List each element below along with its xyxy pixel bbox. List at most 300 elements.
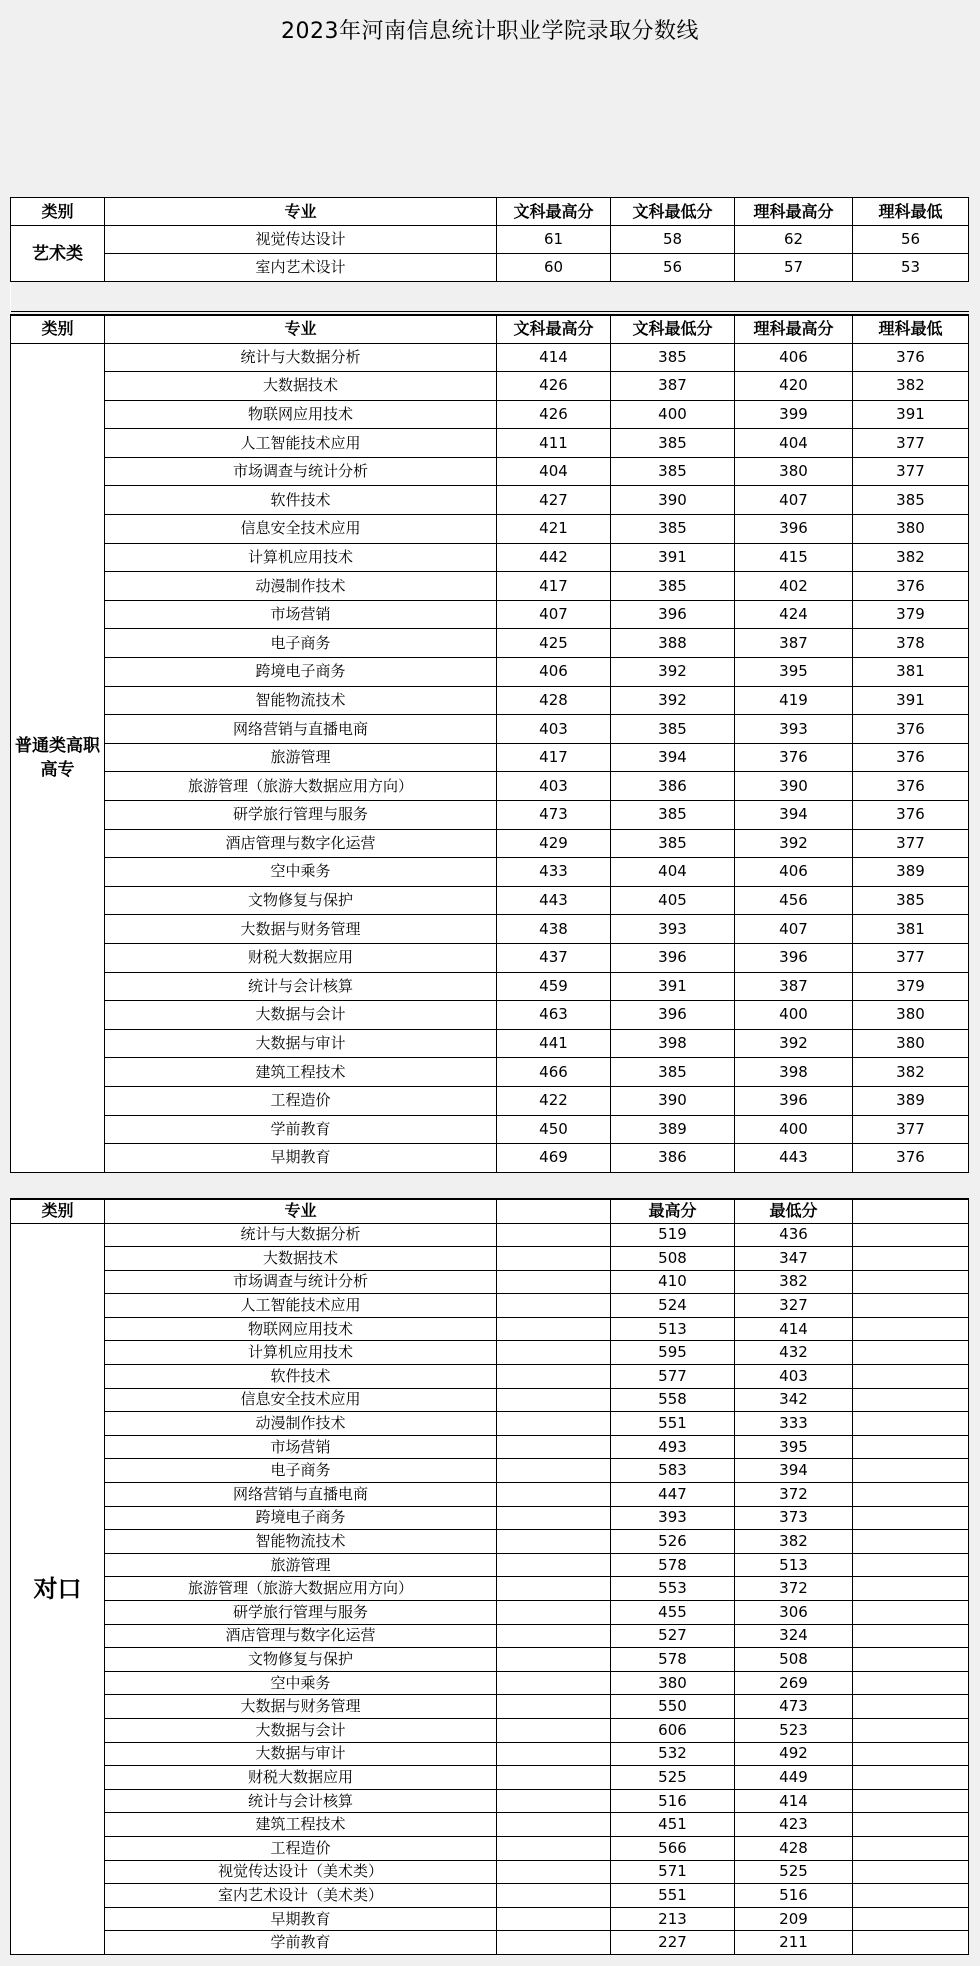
empty-cell [497, 1270, 611, 1294]
wen-max-cell: 60 [497, 254, 611, 282]
li-min-cell: 380 [853, 515, 969, 544]
table-row [11, 515, 969, 544]
min-cell: 492 [735, 1742, 853, 1766]
major-cell: 旅游管理 [105, 1553, 497, 1577]
table-row [11, 1884, 969, 1908]
li-min-cell: 380 [853, 1029, 969, 1058]
max-cell: 410 [611, 1270, 735, 1294]
major-cell: 市场营销 [105, 1435, 497, 1459]
table-row [11, 1860, 969, 1884]
wen-min-cell: 405 [611, 886, 735, 915]
table-row [11, 1766, 969, 1790]
li-min-cell: 376 [853, 715, 969, 744]
wen-min-cell: 398 [611, 1029, 735, 1058]
li-max-cell: 396 [735, 943, 853, 972]
table-row [11, 1624, 969, 1648]
table-row [11, 801, 969, 830]
li-min-cell: 391 [853, 686, 969, 715]
page-title: 2023年河南信息统计职业学院录取分数线 [281, 19, 699, 44]
wen-min-cell: 385 [611, 343, 735, 372]
empty-cell [853, 1483, 969, 1507]
min-cell: 209 [735, 1907, 853, 1931]
wen-min-cell: 394 [611, 743, 735, 772]
max-cell: 524 [611, 1294, 735, 1318]
major-cell: 室内艺术设计 [105, 254, 497, 282]
wen-max-cell: 422 [497, 1086, 611, 1115]
li-max-cell: 57 [735, 254, 853, 282]
table-row [11, 1931, 969, 1955]
empty-cell [853, 1624, 969, 1648]
major-cell: 大数据与财务管理 [105, 915, 497, 944]
li-min-cell: 385 [853, 886, 969, 915]
min-cell: 382 [735, 1270, 853, 1294]
table-row [11, 886, 969, 915]
empty-cell [853, 1294, 969, 1318]
empty-cell [853, 1530, 969, 1554]
wen-min-cell: 385 [611, 457, 735, 486]
wen-max-cell: 428 [497, 686, 611, 715]
wen-min-cell: 390 [611, 486, 735, 515]
li-max-cell: 380 [735, 457, 853, 486]
wen-min-cell: 385 [611, 829, 735, 858]
wen-min-cell: 56 [611, 254, 735, 282]
art-table [10, 197, 969, 312]
li-max-cell: 456 [735, 886, 853, 915]
major-cell: 跨境电子商务 [105, 658, 497, 687]
min-cell: 414 [735, 1789, 853, 1813]
min-cell: 347 [735, 1247, 853, 1271]
major-cell: 统计与会计核算 [105, 972, 497, 1001]
general-table [10, 314, 969, 1173]
wen-min-cell: 386 [611, 1144, 735, 1173]
wen-min-cell: 386 [611, 772, 735, 801]
min-cell: 428 [735, 1836, 853, 1860]
major-cell: 信息安全技术应用 [105, 1388, 497, 1412]
table-row [11, 772, 969, 801]
empty-cell [853, 1766, 969, 1790]
wen-max-cell: 403 [497, 772, 611, 801]
li-max-cell: 406 [735, 858, 853, 887]
major-cell: 空中乘务 [105, 1671, 497, 1695]
major-cell: 早期教育 [105, 1907, 497, 1931]
li-max-cell: 420 [735, 372, 853, 401]
wen-min-cell: 58 [611, 226, 735, 254]
empty-cell [497, 1483, 611, 1507]
wen-min-cell: 391 [611, 543, 735, 572]
li-max-cell: 395 [735, 658, 853, 687]
wen-max-cell: 438 [497, 915, 611, 944]
major-cell: 学前教育 [105, 1115, 497, 1144]
min-cell: 414 [735, 1317, 853, 1341]
li-min-cell: 377 [853, 429, 969, 458]
table-row [11, 572, 969, 601]
wen-min-cell: 388 [611, 629, 735, 658]
li-max-cell: 398 [735, 1058, 853, 1087]
wen-max-cell: 469 [497, 1144, 611, 1173]
table-row [11, 1317, 969, 1341]
li-min-cell: 389 [853, 858, 969, 887]
empty-cell [853, 1317, 969, 1341]
max-cell: 583 [611, 1459, 735, 1483]
li-min-cell: 377 [853, 943, 969, 972]
table-row [11, 1247, 969, 1271]
wen-max-cell: 437 [497, 943, 611, 972]
table-row [11, 1435, 969, 1459]
max-cell: 493 [611, 1435, 735, 1459]
major-cell: 市场调查与统计分析 [105, 457, 497, 486]
li-max-cell: 400 [735, 1001, 853, 1030]
table-row [11, 1412, 969, 1436]
empty-cell [853, 1671, 969, 1695]
major-cell: 信息安全技术应用 [105, 515, 497, 544]
header-li-min: 理科最低 [853, 315, 969, 343]
wen-min-cell: 387 [611, 372, 735, 401]
empty-cell [497, 1530, 611, 1554]
max-cell: 578 [611, 1553, 735, 1577]
wen-min-cell: 385 [611, 801, 735, 830]
table-row [11, 1742, 969, 1766]
table-row [11, 1459, 969, 1483]
wen-min-cell: 385 [611, 515, 735, 544]
empty-cell [853, 1884, 969, 1908]
max-cell: 508 [611, 1247, 735, 1271]
empty-cell [853, 1247, 969, 1271]
li-max-cell: 407 [735, 486, 853, 515]
li-min-cell: 381 [853, 658, 969, 687]
empty-cell [497, 1860, 611, 1884]
wen-min-cell: 391 [611, 972, 735, 1001]
wen-min-cell: 392 [611, 658, 735, 687]
table-row [11, 343, 969, 372]
max-cell: 551 [611, 1884, 735, 1908]
li-min-cell: 389 [853, 1086, 969, 1115]
category-cell: 对口 [11, 1223, 105, 1954]
header-category: 类别 [11, 1199, 105, 1223]
wen-max-cell: 414 [497, 343, 611, 372]
wen-max-cell: 459 [497, 972, 611, 1001]
wen-min-cell: 389 [611, 1115, 735, 1144]
li-max-cell: 390 [735, 772, 853, 801]
table-row [11, 1601, 969, 1625]
li-min-cell: 376 [853, 801, 969, 830]
empty-cell [497, 1435, 611, 1459]
max-cell: 451 [611, 1813, 735, 1837]
empty-cell [497, 1907, 611, 1931]
wen-min-cell: 396 [611, 1001, 735, 1030]
table-row [11, 1577, 969, 1601]
table-row [11, 1294, 969, 1318]
li-max-cell: 376 [735, 743, 853, 772]
major-cell: 大数据与会计 [105, 1718, 497, 1742]
empty-cell [853, 1718, 969, 1742]
empty-cell [497, 1884, 611, 1908]
max-cell: 532 [611, 1742, 735, 1766]
min-cell: 333 [735, 1412, 853, 1436]
major-cell: 物联网应用技术 [105, 400, 497, 429]
major-cell: 旅游管理（旅游大数据应用方向） [105, 1577, 497, 1601]
table-row [11, 1223, 969, 1247]
li-min-cell: 382 [853, 543, 969, 572]
table-row [11, 858, 969, 887]
empty-cell [497, 1577, 611, 1601]
major-cell: 财税大数据应用 [105, 1766, 497, 1790]
major-cell: 智能物流技术 [105, 1530, 497, 1554]
table-row [11, 1530, 969, 1554]
empty-cell [853, 1365, 969, 1389]
min-cell: 372 [735, 1577, 853, 1601]
li-max-cell: 407 [735, 915, 853, 944]
major-cell: 工程造价 [105, 1086, 497, 1115]
min-cell: 473 [735, 1695, 853, 1719]
header-max: 最高分 [611, 1199, 735, 1223]
art-header-row [11, 198, 969, 226]
max-cell: 380 [611, 1671, 735, 1695]
major-cell: 统计与会计核算 [105, 1789, 497, 1813]
category-cell: 艺术类 [11, 226, 105, 282]
table-row [11, 972, 969, 1001]
empty-cell [497, 1813, 611, 1837]
min-cell: 525 [735, 1860, 853, 1884]
major-cell: 统计与大数据分析 [105, 1223, 497, 1247]
table-row [11, 1341, 969, 1365]
wen-max-cell: 407 [497, 600, 611, 629]
li-max-cell: 406 [735, 343, 853, 372]
major-cell: 室内艺术设计（美术类） [105, 1884, 497, 1908]
li-max-cell: 400 [735, 1115, 853, 1144]
li-min-cell: 376 [853, 743, 969, 772]
max-cell: 595 [611, 1341, 735, 1365]
wen-min-cell: 385 [611, 429, 735, 458]
major-cell: 旅游管理 [105, 743, 497, 772]
wen-min-cell: 390 [611, 1086, 735, 1115]
min-cell: 449 [735, 1766, 853, 1790]
art-section [10, 197, 968, 312]
empty-cell [497, 1341, 611, 1365]
li-max-cell: 404 [735, 429, 853, 458]
major-cell: 物联网应用技术 [105, 1317, 497, 1341]
max-cell: 213 [611, 1907, 735, 1931]
major-cell: 视觉传达设计 [105, 226, 497, 254]
wen-max-cell: 411 [497, 429, 611, 458]
min-cell: 394 [735, 1459, 853, 1483]
wen-max-cell: 443 [497, 886, 611, 915]
header-empty [853, 1199, 969, 1223]
li-min-cell: 379 [853, 600, 969, 629]
table-row [11, 715, 969, 744]
table-row [11, 1388, 969, 1412]
empty-cell [497, 1931, 611, 1955]
category-cell: 普通类高职高专 [11, 343, 105, 1172]
table-row [11, 743, 969, 772]
header-wen-max: 文科最高分 [497, 315, 611, 343]
empty-cell [853, 1506, 969, 1530]
wen-max-cell: 421 [497, 515, 611, 544]
li-min-cell: 377 [853, 457, 969, 486]
major-cell: 电子商务 [105, 629, 497, 658]
max-cell: 527 [611, 1624, 735, 1648]
wen-max-cell: 473 [497, 801, 611, 830]
wen-max-cell: 406 [497, 658, 611, 687]
major-cell: 财税大数据应用 [105, 943, 497, 972]
li-max-cell: 402 [735, 572, 853, 601]
wen-min-cell: 396 [611, 943, 735, 972]
li-max-cell: 396 [735, 515, 853, 544]
major-cell: 计算机应用技术 [105, 1341, 497, 1365]
li-max-cell: 415 [735, 543, 853, 572]
major-cell: 跨境电子商务 [105, 1506, 497, 1530]
major-cell: 酒店管理与数字化运营 [105, 829, 497, 858]
table-row [11, 915, 969, 944]
empty-cell [497, 1223, 611, 1247]
empty-cell [497, 1294, 611, 1318]
header-wen-min: 文科最低分 [611, 315, 735, 343]
max-cell: 578 [611, 1648, 735, 1672]
header-li-min: 理科最低 [853, 198, 969, 226]
wen-max-cell: 417 [497, 572, 611, 601]
major-cell: 智能物流技术 [105, 686, 497, 715]
table-row [11, 1365, 969, 1389]
max-cell: 577 [611, 1365, 735, 1389]
table-row [11, 543, 969, 572]
table-row [11, 1115, 969, 1144]
major-cell: 学前教育 [105, 1931, 497, 1955]
li-min-cell: 378 [853, 629, 969, 658]
table-row [11, 943, 969, 972]
major-cell: 研学旅行管理与服务 [105, 801, 497, 830]
table-row [11, 1671, 969, 1695]
min-cell: 373 [735, 1506, 853, 1530]
wen-max-cell: 441 [497, 1029, 611, 1058]
empty-cell [853, 1789, 969, 1813]
table-row [11, 1789, 969, 1813]
major-cell: 空中乘务 [105, 858, 497, 887]
empty-cell [497, 1718, 611, 1742]
li-max-cell: 387 [735, 629, 853, 658]
table-row [11, 1483, 969, 1507]
min-cell: 508 [735, 1648, 853, 1672]
li-min-cell: 56 [853, 226, 969, 254]
li-max-cell: 387 [735, 972, 853, 1001]
major-cell: 建筑工程技术 [105, 1058, 497, 1087]
empty-cell [853, 1459, 969, 1483]
table-row [11, 1270, 969, 1294]
table-row [11, 400, 969, 429]
li-min-cell: 376 [853, 772, 969, 801]
header-major: 专业 [105, 315, 497, 343]
table-row [11, 1086, 969, 1115]
major-cell: 大数据技术 [105, 372, 497, 401]
min-cell: 327 [735, 1294, 853, 1318]
min-cell: 432 [735, 1341, 853, 1365]
empty-cell [497, 1836, 611, 1860]
wen-max-cell: 442 [497, 543, 611, 572]
major-cell: 早期教育 [105, 1144, 497, 1173]
table-row [11, 457, 969, 486]
major-cell: 网络营销与直播电商 [105, 715, 497, 744]
wen-min-cell: 404 [611, 858, 735, 887]
max-cell: 566 [611, 1836, 735, 1860]
min-cell: 324 [735, 1624, 853, 1648]
empty-cell [497, 1601, 611, 1625]
max-cell: 553 [611, 1577, 735, 1601]
wen-min-cell: 393 [611, 915, 735, 944]
min-cell: 403 [735, 1365, 853, 1389]
table-row [11, 1506, 969, 1530]
vocational-table [10, 1198, 969, 1955]
general-header-row [11, 315, 969, 343]
li-min-cell: 385 [853, 486, 969, 515]
header-wen-min: 文科最低分 [611, 198, 735, 226]
major-cell: 研学旅行管理与服务 [105, 1601, 497, 1625]
li-max-cell: 393 [735, 715, 853, 744]
major-cell: 工程造价 [105, 1836, 497, 1860]
empty-cell [497, 1648, 611, 1672]
wen-min-cell: 385 [611, 1058, 735, 1087]
min-cell: 436 [735, 1223, 853, 1247]
table-row [11, 1695, 969, 1719]
max-cell: 455 [611, 1601, 735, 1625]
table-row [11, 372, 969, 401]
min-cell: 372 [735, 1483, 853, 1507]
table-row [11, 1144, 969, 1173]
max-cell: 551 [611, 1412, 735, 1436]
empty-cell [853, 1223, 969, 1247]
empty-cell [853, 1931, 969, 1955]
empty-cell [497, 1317, 611, 1341]
empty-cell [497, 1742, 611, 1766]
major-cell: 动漫制作技术 [105, 1412, 497, 1436]
major-cell: 文物修复与保护 [105, 886, 497, 915]
li-min-cell: 377 [853, 829, 969, 858]
wen-min-cell: 392 [611, 686, 735, 715]
empty-cell [497, 1388, 611, 1412]
min-cell: 516 [735, 1884, 853, 1908]
wen-min-cell: 396 [611, 600, 735, 629]
max-cell: 526 [611, 1530, 735, 1554]
li-max-cell: 62 [735, 226, 853, 254]
header-category: 类别 [11, 315, 105, 343]
table-row [11, 1907, 969, 1931]
empty-cell [853, 1601, 969, 1625]
vocational-section [10, 1198, 968, 1955]
wen-max-cell: 433 [497, 858, 611, 887]
li-min-cell: 382 [853, 1058, 969, 1087]
table-row [11, 1813, 969, 1837]
li-min-cell: 382 [853, 372, 969, 401]
min-cell: 342 [735, 1388, 853, 1412]
major-cell: 文物修复与保护 [105, 1648, 497, 1672]
empty-cell [853, 1435, 969, 1459]
wen-min-cell: 385 [611, 572, 735, 601]
header-empty [497, 1199, 611, 1223]
wen-max-cell: 417 [497, 743, 611, 772]
wen-min-cell: 400 [611, 400, 735, 429]
max-cell: 606 [611, 1718, 735, 1742]
wen-max-cell: 466 [497, 1058, 611, 1087]
major-cell: 建筑工程技术 [105, 1813, 497, 1837]
li-min-cell: 391 [853, 400, 969, 429]
max-cell: 516 [611, 1789, 735, 1813]
major-cell: 大数据与财务管理 [105, 1695, 497, 1719]
header-li-max: 理科最高分 [735, 198, 853, 226]
header-major: 专业 [105, 198, 497, 226]
empty-cell [853, 1907, 969, 1931]
table-row [11, 1648, 969, 1672]
li-max-cell: 392 [735, 1029, 853, 1058]
table-row [11, 829, 969, 858]
general-section [10, 314, 968, 1173]
max-cell: 571 [611, 1860, 735, 1884]
